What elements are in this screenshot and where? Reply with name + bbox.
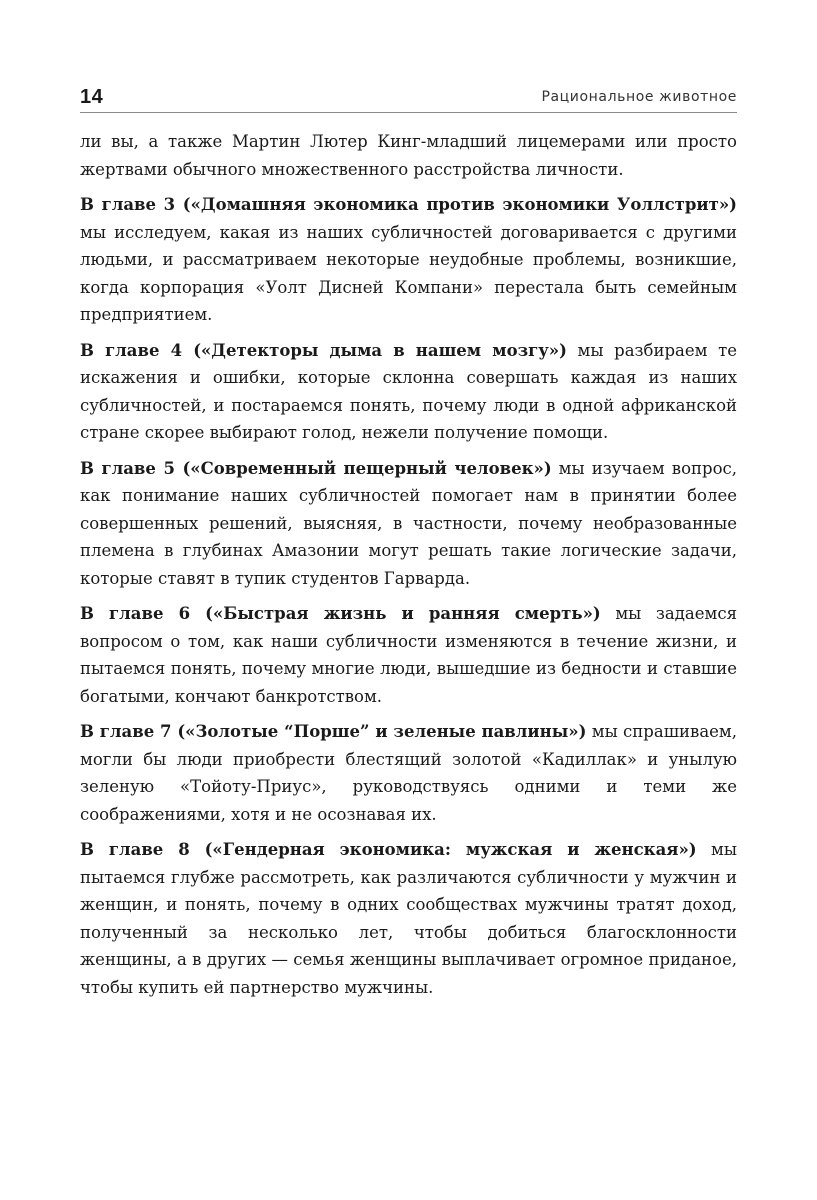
chapter-lead: В главе 6 («Быстрая жизнь и ранняя смерть») — [80, 604, 601, 623]
chapter-lead: В главе 8 («Гендерная экономика: мужская и женская») — [80, 840, 697, 859]
running-title: Рациональное животное — [541, 89, 737, 105]
chapter-lead: В главе 3 («Домашняя экономика против экономики Уоллстрит») — [80, 195, 737, 214]
paragraph-chapter-8 — [80, 836, 737, 1001]
paragraph-chapter-7 — [80, 718, 737, 828]
page-number: 14 — [80, 86, 104, 108]
page-header — [80, 80, 737, 113]
paragraph-text: мы изучаем вопрос, как понимание наших субличностей помогает нам в принятии более совершенных решений, выясняя, в частности, почему необразованные племена в глубинах Амазонии могут решать такие логические задачи, которые ставят в тупик студентов Гарварда. — [80, 458, 737, 588]
paragraph-chapter-5 — [80, 455, 737, 593]
paragraph-text: мы спрашиваем, могли бы люди приобрести блестящий золотой «Кадиллак» и унылую зеленую «Тойоту-Приус», руководствуясь одними и теми же соображениями, хотя и не осознавая их. — [80, 722, 738, 824]
paragraph-text: мы задаемся вопросом о том, как наши субличности изменяются в течение жизни, и пытаемся понять, почему многие люди, вышедшие из бедности и ставшие богатыми, кончают банкротством. — [80, 604, 737, 706]
paragraph-text: мы разбираем те искажения и ошибки, которые склонна совершать каждая из наших субличностей, и постараемся понять, почему люди в одной африканской стране скорее выбирают голод, нежели получение помощи. — [80, 340, 737, 442]
chapter-lead: В главе 5 («Современный пещерный человек») — [80, 458, 552, 478]
body-text — [80, 128, 737, 1009]
chapter-lead: В главе 4 («Детекторы дыма в нашем мозгу») — [80, 340, 567, 360]
paragraph-chapter-6 — [80, 600, 737, 710]
paragraph-text: мы исследуем, какая из наших субличностей договаривается с другими людьми, и рассматриваем некоторые неудобные проблемы, возникшие, когда корпорация «Уолт Дисней Компани» перестала быть семейным предприятием. — [80, 222, 737, 324]
paragraph-text: ли вы, а также Мартин Лютер Кинг-младший лицемерами или просто жертвами обычного множественного расстройства личности. — [80, 132, 737, 179]
paragraph-continuation — [80, 128, 737, 183]
paragraph-chapter-3 — [80, 191, 737, 329]
paragraph-chapter-4 — [80, 337, 737, 447]
paragraph-text: мы пытаемся глубже рассмотреть, как различаются субличности у мужчин и женщин, и понять, почему в одних сообществах мужчины тратят доход, полученный за несколько лет, чтобы добиться благосклонности женщины, а в других — семья женщины выплачивает огромное приданое, чтобы купить ей партнерство мужчины. — [80, 840, 737, 997]
chapter-lead: В главе 7 («Золотые “Порше” и зеленые павлины») — [80, 722, 587, 741]
